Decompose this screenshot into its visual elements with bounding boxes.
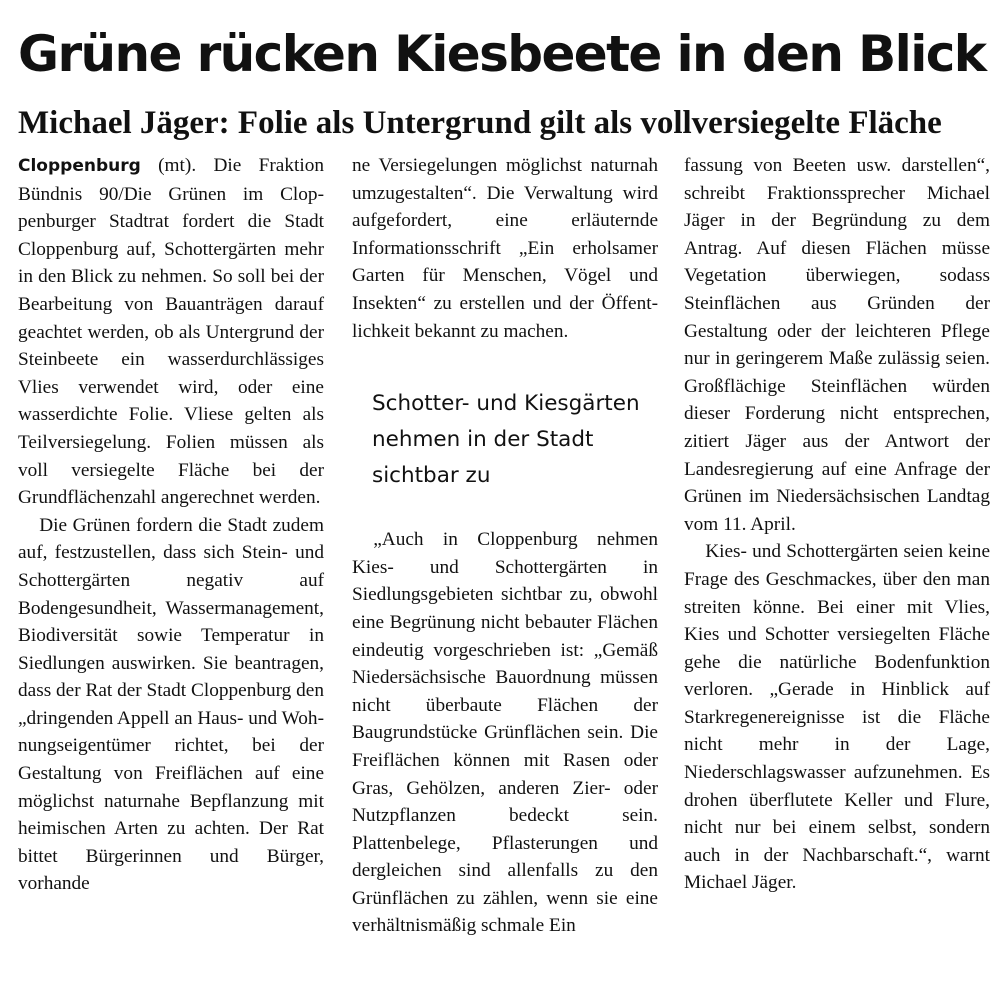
spacer [352, 345, 658, 386]
article-paragraph: „Auch in Cloppenburg nehmen Kies- und Schottergärten in Siedlungsgebieten sichtbar zu, obwohl eine Begrünung nicht bebauter Flächen eindeutig vorgeschrieben ist: „Gemäß Niedersächsische Bauordnung müssen nicht überbaute Flächen der Baugrundstücke Grünflächen sein. Die Freiflächen können mit Rasen oder Gras, Gehölzen, anderen Zier- oder Nutzpflanzen bedeckt sein. Plattenbelege, Pflasterungen und dergleichen sind allenfalls zu den Grünflächen zu zählen, wenn sie eine verhältnismäßig schmale Ein [352, 529, 658, 937]
article-paragraph: Kies- und Schottergärten seien keine Frage des Geschmackes, über den man streiten könne. Bei einer mit Vlies, Kies und Schotter versiegelten Fläche gehe die natürliche Bodenfunktion verloren. „Gerade in Hinblick auf Starkregenereignisse ist die Fläche nicht mehr in der Lage, Niederschlagswasser aufzunehmen. Es drohen überflutete Keller und Flure, nicht nur bei einem selbst, sondern auch in der Nachbarschaft.“, warnt Michael Jäger. [684, 541, 990, 894]
article-headline: Grüne rücken Kiesbeete in den Blick [18, 25, 986, 83]
crosshead: Schotter- und Kiesgärten nehmen in der Stadt sichtbar zu [372, 391, 640, 489]
article-paragraph [18, 152, 324, 512]
spacer [352, 494, 658, 526]
dateline: Cloppenburg [18, 156, 141, 176]
paragraph-text: (mt). Die Fraktion Bündnis 90/Die Grünen im Cloppenburger Stadtrat fordert die Stadt Cloppenburg auf, Schottergärten mehr in den Blick zu nehmen. So soll bei der Bearbeitung von Bauanträgen darauf geachtet werden, ob als Untergrund der Steinbeete ein wasserdurchlässiges Vlies verwendet wird, oder eine wasserdichte Folie. Vliese gelten als Teilversiegelung. Folien müssen als voll versiegelte Fläche bei der Grundflächenzahl angerechnet werden. [18, 155, 324, 509]
article-paragraph: Die Grünen fordern die Stadt zudem auf, festzustellen, dass sich Stein- und Schottergärten negativ auf Bodengesundheit, Wassermanagement, Biodiversität sowie Temperatur in Siedlungen auswirken. Sie beantragen, dass der Rat der Stadt Cloppenburg den „dringenden Appell an Haus- und Wohnungseigentümer richtet, bei der Gestaltung von Freiflächen auf eine möglichst naturnahe Bepflanzung mit heimischen Arten zu achten. Der Rat bittet Bürgerinnen und Bürger, vorhande [18, 514, 324, 895]
article-paragraph: fassung von Beeten usw. darstellen“, schreibt Fraktionssprecher Michael Jäger in der Begründung zu dem Antrag. Auf diesen Flächen müsse Vegetation überwiegen, sodass Steinflächen aus Gründen der Gestaltung oder der leichteren Pflege nur in geringerem Maße zulässig seien. Großflächige Steinflächen würden dieser Forderung nicht entsprechen, zitiert Jäger aus der Antwort der Landesregierung auf eine Anfrage der Grünen im Niedersächsischen Landtag vom 11. April. [684, 155, 990, 535]
article-column-2 [352, 152, 658, 940]
article-column-3 [684, 152, 990, 897]
article-paragraph: ne Versiegelungen möglichst naturnah umzugestalten“. Die Verwaltung wird aufgefordert, eine erläuternde Informationsschrift „Ein erholsamer Garten für Menschen, Vögel und Insekten“ zu erstellen und der Öffentlichkeit bekannt zu machen. [352, 155, 658, 342]
article-column-1 [18, 152, 324, 898]
article-subheadline: Michael Jäger: Folie als Untergrund gilt als vollversiegelte Fläche [18, 105, 942, 141]
